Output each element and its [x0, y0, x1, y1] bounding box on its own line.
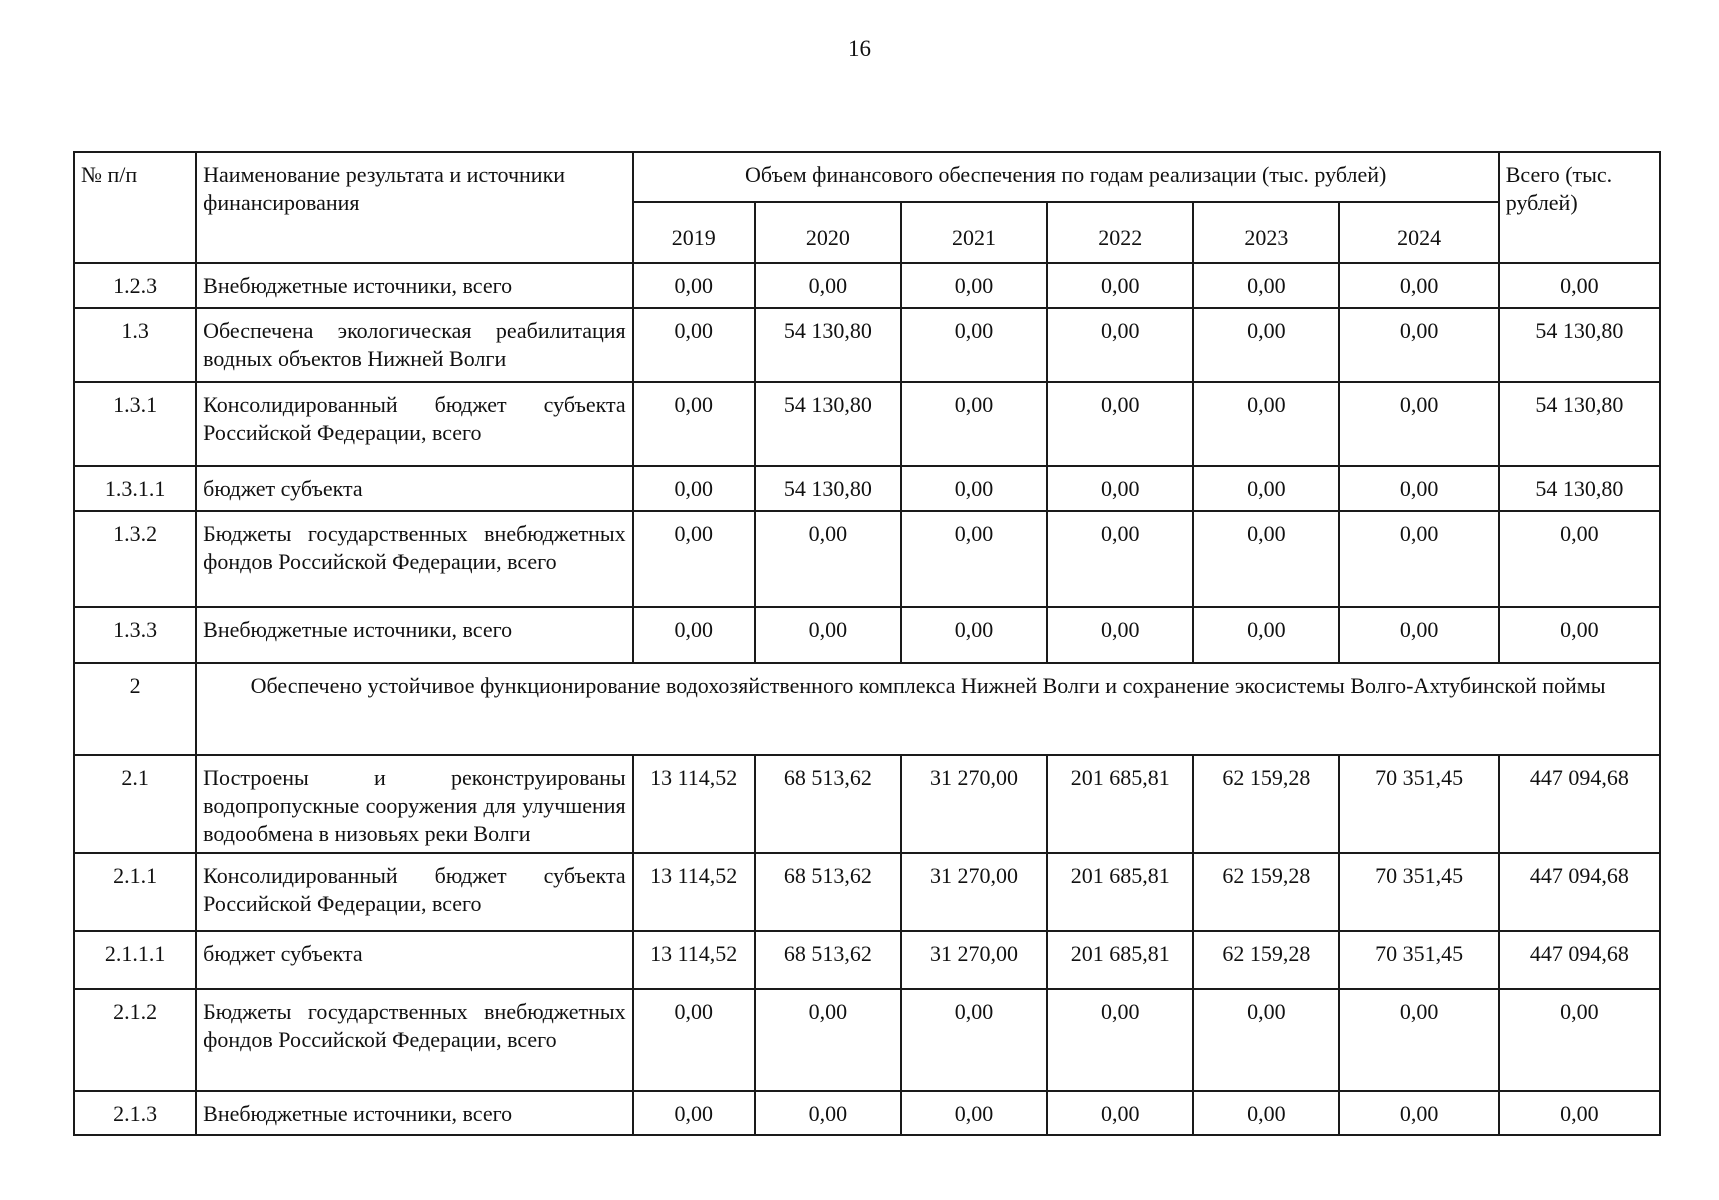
row-value: 0,00 [901, 466, 1047, 511]
row-value: 0,00 [1339, 466, 1498, 511]
header-year: 2024 [1339, 202, 1498, 263]
row-value: 0,00 [901, 511, 1047, 607]
row-name: Консолидированный бюджет субъекта Российской Федерации, всего [196, 853, 633, 931]
row-value: 0,00 [1339, 382, 1498, 466]
section-row [74, 663, 1660, 755]
row-value: 0,00 [1193, 511, 1339, 607]
row-value: 0,00 [1047, 511, 1193, 607]
row-total: 54 130,80 [1499, 382, 1660, 466]
row-name: Построены и реконструированы водопропускные сооружения для улучшения водообмена в низовьях реки Волги [196, 755, 633, 853]
row-value: 70 351,45 [1339, 755, 1498, 853]
row-value: 0,00 [1047, 1091, 1193, 1135]
row-value: 0,00 [1193, 382, 1339, 466]
row-value: 13 114,52 [633, 931, 755, 989]
row-name: бюджет субъекта [196, 931, 633, 989]
page-number: 16 [848, 36, 871, 61]
row-name: Бюджеты государственных внебюджетных фондов Российской Федерации, всего [196, 989, 633, 1091]
row-value: 0,00 [901, 382, 1047, 466]
row-value: 0,00 [633, 511, 755, 607]
row-value: 54 130,80 [755, 466, 901, 511]
financing-table [73, 151, 1661, 1136]
row-value: 0,00 [633, 308, 755, 382]
header-year: 2021 [901, 202, 1047, 263]
row-value: 31 270,00 [901, 853, 1047, 931]
row-value: 0,00 [1339, 263, 1498, 308]
row-total: 54 130,80 [1499, 466, 1660, 511]
row-total: 54 130,80 [1499, 308, 1660, 382]
row-num: 2.1.1 [74, 853, 196, 931]
row-num: 1.3.1.1 [74, 466, 196, 511]
row-value: 0,00 [1047, 263, 1193, 308]
header-year: 2023 [1193, 202, 1339, 263]
row-value: 0,00 [1339, 1091, 1498, 1135]
row-value: 0,00 [755, 607, 901, 663]
row-value: 0,00 [633, 1091, 755, 1135]
row-value: 0,00 [1193, 466, 1339, 511]
row-value: 13 114,52 [633, 755, 755, 853]
row-value: 0,00 [633, 263, 755, 308]
row-name: Консолидированный бюджет субъекта Российской Федерации, всего [196, 382, 633, 466]
row-value: 68 513,62 [755, 931, 901, 989]
row-value: 13 114,52 [633, 853, 755, 931]
row-value: 0,00 [1339, 989, 1498, 1091]
row-value: 0,00 [755, 1091, 901, 1135]
row-num: 1.3.2 [74, 511, 196, 607]
header-volume: Объем финансового обеспечения по годам реализации (тыс. рублей) [633, 152, 1499, 202]
table-row [74, 989, 1660, 1091]
row-value: 54 130,80 [755, 382, 901, 466]
row-name: Обеспечена экологическая реабилитация водных объектов Нижней Волги [196, 308, 633, 382]
row-value: 0,00 [1339, 607, 1498, 663]
row-value: 31 270,00 [901, 755, 1047, 853]
row-value: 70 351,45 [1339, 853, 1498, 931]
table-row [74, 511, 1660, 607]
header-year: 2019 [633, 202, 755, 263]
row-num: 1.2.3 [74, 263, 196, 308]
header-name: Наименование результата и источники финансирования [196, 152, 633, 263]
row-value: 31 270,00 [901, 931, 1047, 989]
row-value: 0,00 [1193, 308, 1339, 382]
row-value: 0,00 [1193, 607, 1339, 663]
row-value: 0,00 [633, 382, 755, 466]
row-num: 1.3 [74, 308, 196, 382]
row-total: 447 094,68 [1499, 853, 1660, 931]
row-total: 0,00 [1499, 263, 1660, 308]
header-year: 2022 [1047, 202, 1193, 263]
table-row [74, 607, 1660, 663]
table-row [74, 466, 1660, 511]
row-num: 1.3.1 [74, 382, 196, 466]
section-num: 2 [74, 663, 196, 755]
row-value: 68 513,62 [755, 755, 901, 853]
row-value: 0,00 [901, 989, 1047, 1091]
row-value: 0,00 [901, 607, 1047, 663]
row-total: 447 094,68 [1499, 755, 1660, 853]
row-value: 0,00 [1193, 263, 1339, 308]
table-row [74, 382, 1660, 466]
row-value: 201 685,81 [1047, 755, 1193, 853]
section-title: Обеспечено устойчивое функционирование водохозяйственного комплекса Нижней Волги и сохранение экосистемы Волго-Ахтубинской поймы [196, 663, 1660, 755]
row-value: 0,00 [633, 466, 755, 511]
row-value: 62 159,28 [1193, 755, 1339, 853]
row-value: 0,00 [1339, 308, 1498, 382]
row-value: 0,00 [1047, 382, 1193, 466]
row-value: 0,00 [1047, 308, 1193, 382]
row-value: 0,00 [1047, 466, 1193, 511]
row-value: 62 159,28 [1193, 853, 1339, 931]
row-value: 0,00 [1193, 1091, 1339, 1135]
row-num: 2.1.1.1 [74, 931, 196, 989]
header-total: Всего (тыс. рублей) [1499, 152, 1660, 263]
header-year: 2020 [755, 202, 901, 263]
table-row [74, 755, 1660, 853]
table-row [74, 853, 1660, 931]
row-value: 0,00 [901, 1091, 1047, 1135]
row-total: 0,00 [1499, 511, 1660, 607]
row-num: 2.1.2 [74, 989, 196, 1091]
row-name: Внебюджетные источники, всего [196, 1091, 633, 1135]
row-num: 1.3.3 [74, 607, 196, 663]
row-value: 0,00 [633, 989, 755, 1091]
row-total: 0,00 [1499, 607, 1660, 663]
row-value: 0,00 [901, 308, 1047, 382]
row-total: 0,00 [1499, 989, 1660, 1091]
row-value: 62 159,28 [1193, 931, 1339, 989]
row-name: Бюджеты государственных внебюджетных фондов Российской Федерации, всего [196, 511, 633, 607]
row-name: Внебюджетные источники, всего [196, 263, 633, 308]
row-name: бюджет субъекта [196, 466, 633, 511]
row-value: 70 351,45 [1339, 931, 1498, 989]
row-num: 2.1 [74, 755, 196, 853]
row-value: 0,00 [633, 607, 755, 663]
row-total: 447 094,68 [1499, 931, 1660, 989]
table-row [74, 931, 1660, 989]
header-num: № п/п [74, 152, 196, 263]
row-value: 0,00 [755, 989, 901, 1091]
table-row [74, 308, 1660, 382]
table-row [74, 1091, 1660, 1135]
row-value: 54 130,80 [755, 308, 901, 382]
row-num: 2.1.3 [74, 1091, 196, 1135]
row-value: 0,00 [1193, 989, 1339, 1091]
row-value: 0,00 [1047, 607, 1193, 663]
row-value: 201 685,81 [1047, 853, 1193, 931]
row-value: 201 685,81 [1047, 931, 1193, 989]
row-value: 0,00 [1047, 989, 1193, 1091]
row-value: 0,00 [755, 263, 901, 308]
table-row [74, 263, 1660, 308]
row-name: Внебюджетные источники, всего [196, 607, 633, 663]
row-value: 0,00 [1339, 511, 1498, 607]
row-value: 0,00 [901, 263, 1047, 308]
row-value: 0,00 [755, 511, 901, 607]
row-value: 68 513,62 [755, 853, 901, 931]
row-total: 0,00 [1499, 1091, 1660, 1135]
